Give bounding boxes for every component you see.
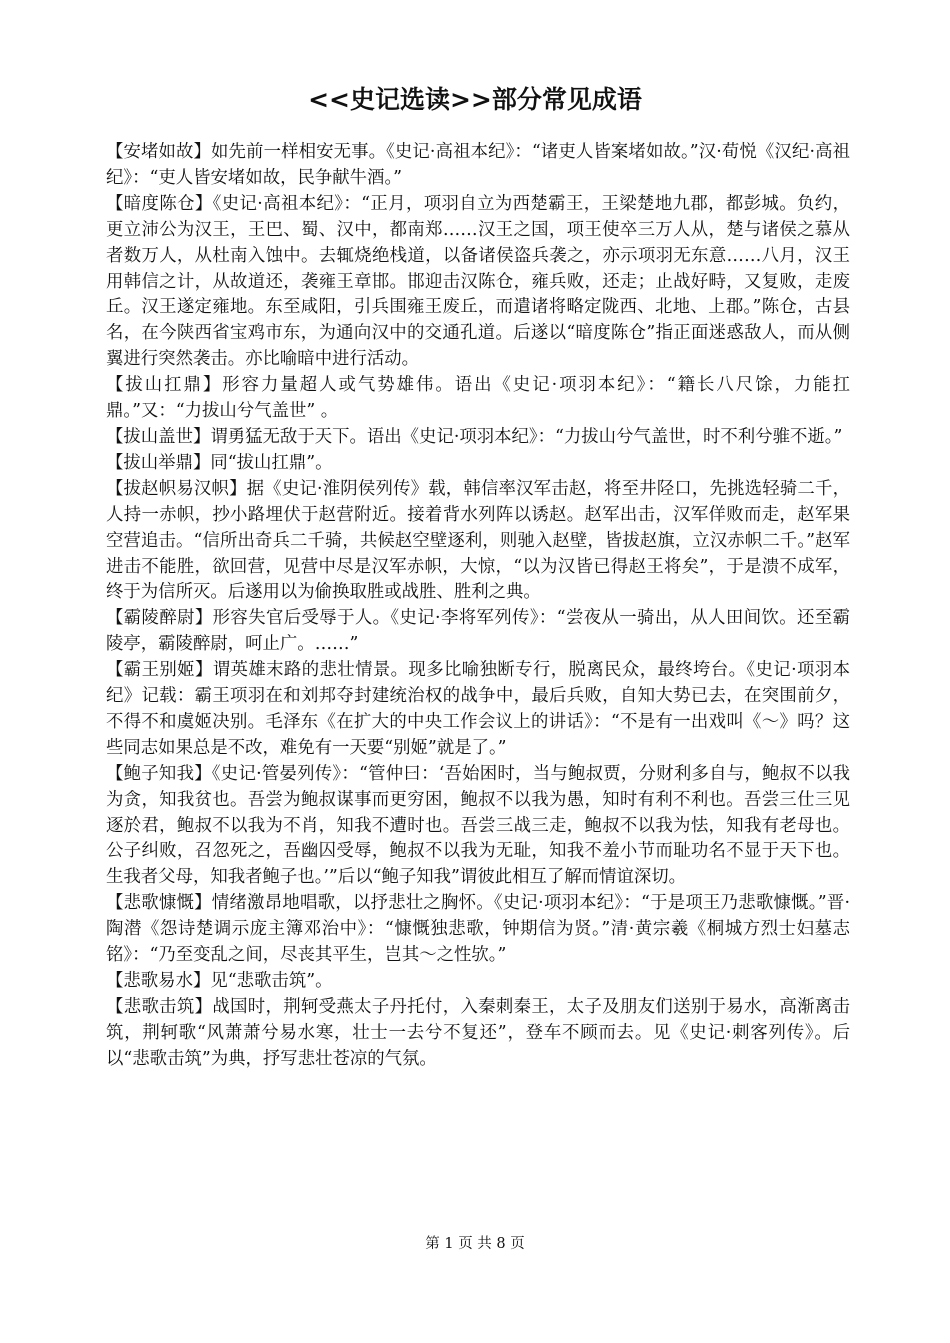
idiom-entry: [106, 762, 850, 892]
idiom-entry: [106, 477, 850, 607]
idiom-term: 【拔山盖世】: [106, 426, 211, 447]
idiom-term: 【拔赵帜易汉帜】: [106, 478, 247, 499]
idiom-term: 【悲歌慷慨】: [106, 893, 212, 914]
idiom-entry: [106, 969, 850, 995]
idiom-entry: [106, 192, 850, 373]
idiom-definition: 战国时，荆轲受燕太子丹托付，入秦刺秦王，太子及朋友们送别于易水，高渐离击筑，荆轲歌“风萧萧兮易水寒，壮士一去兮不复还”，登车不顾而去。见《史记·刺客列传》。后以“悲歌击筑”为典，抒写悲壮苍凉的气氛。: [106, 996, 850, 1069]
idiom-list: [106, 140, 850, 1073]
idiom-entry: [106, 373, 850, 425]
idiom-definition: 《史记·高祖本纪》：“正月，项羽自立为西楚霸王，王梁楚地九郡，都彭城。负约，更立沛公为汉王，王巴、蜀、汉中，都南郑……汉王之国，项王使卒三万人从，楚与诸侯之慕从者数万人，从杜南入蚀中。去辄烧绝栈道，以备诸侯盗兵袭之，亦示项羽无东意……八月，汉王用韩信之计，从故道还，袭雍王章邯。邯迎击汉陈仓，雍兵败，还走；止战好畤，又复败，走废丘。汉王遂定雍地。东至咸阳，引兵围雍王废丘，而遣诸将略定陇西、北地、上郡。”陈仓，古县名，在今陕西省宝鸡市东，为通向汉中的交通孔道。后遂以“暗度陈仓”指正面迷惑敌人，而从侧翼进行突然袭击。亦比喻暗中进行活动。: [106, 193, 850, 370]
idiom-definition: 形容力量超人或气势雄伟。语出《史记·项羽本纪》：“籍长八尺馀，力能扛鼎。”又：“力拔山兮气盖世” 。: [106, 375, 850, 422]
idiom-term: 【悲歌易水】: [106, 971, 211, 991]
idiom-definition: 谓勇猛无敌于天下。语出《史记·项羽本纪》：“力拔山兮气盖世，时不利兮骓不逝。”: [210, 426, 843, 447]
idiom-entry: [106, 425, 850, 451]
idiom-entry: [106, 451, 850, 477]
idiom-definition: 如先前一样相安无事。《史记·高祖本纪》：“诸吏人皆案堵如故。”汉·荀悦《汉纪·高祖纪》：“吏人皆安堵如故，民争献牛酒。”: [106, 142, 850, 188]
idiom-term: 【霸王别姬】: [106, 660, 213, 681]
idiom-definition: 《史记·管晏列传》：“管仲曰：‘吾始困时，当与鲍叔贾，分财利多自与，鲍叔不以我为贪，知我贫也。吾尝为鲍叔谋事而更穷困，鲍叔不以我为愚，知时有利不利也。吾尝三仕三见逐於君，鲍叔不以我为不肖，知我不遭时也。吾尝三战三走，鲍叔不以我为怯，知我有老母也。公子纠败，召忽死之，吾幽囚受辱，鲍叔不以我为无耻，知我不羞小节而耻功名不显于天下也。生我者父母，知我者鲍子也。’”后以“鲍子知我”谓彼此相互了解而情谊深切。: [106, 763, 850, 888]
idiom-term: 【悲歌击筑】: [106, 996, 213, 1017]
page-number-footer: 第 1 页 共 8 页: [425, 1236, 525, 1252]
idiom-definition: 谓英雄末路的悲壮情景。现多比喻独断专行，脱离民众，最终垮台。《史记·项羽本纪》记载：霸王项羽在和刘邦夺封建统治权的战争中，最后兵败，自知大势已去，在突围前夕，不得不和虞姬决别。毛泽东《在扩大的中央工作会议上的讲话》：“不是有一出戏叫《～》吗？这些同志如果总是不改，难免有一天要“别姬”就是了。”: [106, 660, 850, 758]
idiom-term: 【鲍子知我】: [106, 763, 212, 784]
idiom-term: 【拔山扛鼎】: [106, 375, 223, 396]
idiom-definition: 同“拔山扛鼎”。: [210, 452, 333, 473]
idiom-entry: [106, 140, 850, 192]
idiom-term: 【暗度陈仓】: [106, 193, 213, 214]
page-title: <<史记选读>>部分常见成语: [308, 85, 642, 114]
idiom-entry: [106, 658, 850, 762]
idiom-definition: 情绪激昂地唱歌，以抒悲壮之胸怀。《史记·项羽本纪》：“于是项王乃悲歌慷慨。”晋·陶潜《怨诗楚调示庞主簿邓治中》：“慷慨独悲歌，钟期信为贤。”清·黄宗羲《桐城方烈士妇墓志铭》：“乃至变乱之间，尽丧其平生，岂其～之性欤。”: [106, 893, 850, 966]
idiom-entry: [106, 606, 850, 658]
idiom-entry: [106, 891, 850, 969]
idiom-term: 【霸陵醉尉】: [106, 608, 213, 629]
idiom-term: 【安堵如故】: [106, 142, 212, 162]
idiom-entry: [106, 995, 850, 1073]
idiom-definition: 见“悲歌击筑”。: [210, 971, 333, 991]
idiom-term: 【拔山举鼎】: [106, 452, 211, 473]
idiom-definition: 据《史记·淮阴侯列传》载，韩信率汉军击赵，将至井陉口，先挑选轻骑二千，人持一赤帜，抄小路埋伏于赵营附近。接着背水列阵以诱赵。赵军出击，汉军佯败而走，赵军果空营追击。“信所出奇兵二千骑，共候赵空壁逐利，则驰入赵壁，皆拔赵旗，立汉赤帜二千。”赵军进击不能胜，欲回营，见营中尽是汉军赤帜，大惊，“以为汉皆已得赵王将矣”，于是溃不成军，终于为信所灭。后遂用以为偷换取胜或战胜、胜利之典。: [106, 478, 850, 603]
idiom-definition: 形容失官后受辱于人。《史记·李将军列传》：“尝夜从一骑出，从人田间饮。还至霸陵亭，霸陵醉尉，呵止广。……”: [106, 608, 850, 655]
